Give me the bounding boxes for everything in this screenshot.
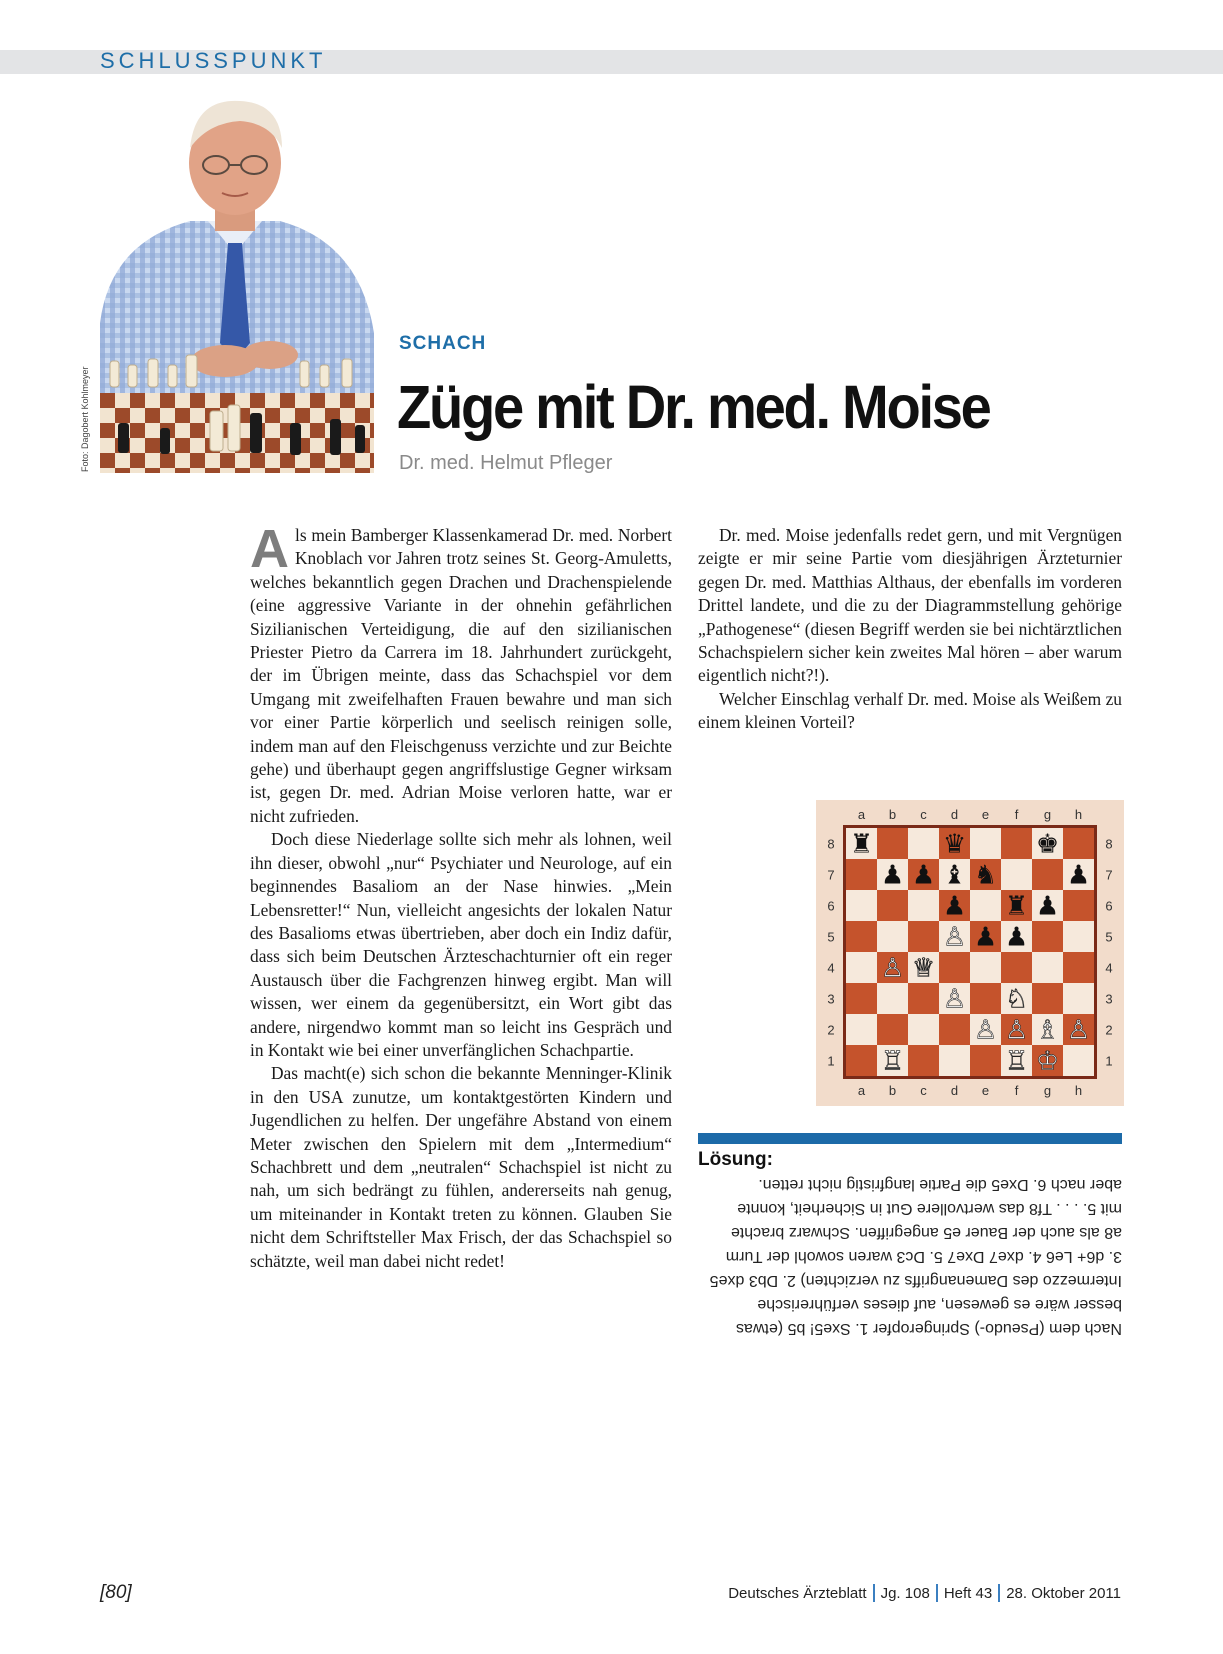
rank-label: 2 xyxy=(1105,1022,1113,1038)
article-kicker: SCHACH xyxy=(399,333,487,354)
board-square xyxy=(846,983,877,1014)
file-label: e xyxy=(981,1083,990,1098)
chess-piece: ♙ xyxy=(880,953,905,984)
board-square xyxy=(877,1014,908,1045)
paragraph-3: Das macht(e) sich schon die bekannte Menninger-Klinik in den USA zunutze, um kontaktgestörten Kindern und Jugendlichen zu helfen. Der ungefähre Abstand von einem Meter zwischen den Spielern mit dem „Intermedium“ Schachbrett und dem „neutralen“ Schachspiel ist nicht zu nah, um sich bedrängt zu fühlen, andererseits nah genug, um miteinander in Kontakt treten zu können. Glauben Sie nicht dem Schriftsteller Max Frisch, der das Schachspiel so schätzte, weil man dabei nicht redet! xyxy=(250,1063,672,1271)
chess-board xyxy=(816,800,1124,1106)
author-photo xyxy=(100,93,374,473)
board-square xyxy=(1032,921,1063,952)
board-square xyxy=(1001,952,1032,983)
board-square xyxy=(908,921,939,952)
board-square xyxy=(1063,1045,1094,1076)
article-title: Züge mit Dr. med. Moise xyxy=(397,373,990,441)
rank-label: 7 xyxy=(827,867,835,883)
article-column-left xyxy=(250,519,672,1273)
footer-journal xyxy=(728,1584,1121,1602)
rank-label: 6 xyxy=(1105,898,1113,914)
board-square xyxy=(1063,983,1094,1014)
board-square xyxy=(908,983,939,1014)
file-label: a xyxy=(857,1083,866,1098)
rank-label: 4 xyxy=(1105,960,1113,976)
solution-text-upside-down: Nach dem (Pseudo-) Springeropfer 1. Sxe5! b5 (etwas besser wäre es gewesen, auf dieses verführerische Intermezzo des Damenangriffs zu verzichten) 2. Db3 dxe5 3. d6+ Le6 4. dxe7 Dxe7 5. Dc3 waren sowohl der Turm a8 als auch der Bauer e5 angegriffen. Schwarz brachte mit 5. . . . Tf8 das wertvollere Gut in Sicherheit, konnte aber nach 6. Dxe5 die Partie langfristig nicht retten. xyxy=(709,1176,1122,1337)
article-column-right xyxy=(698,524,1122,735)
file-label: h xyxy=(1074,1083,1083,1098)
page-number: [80] xyxy=(100,1582,132,1603)
rank-label: 8 xyxy=(1105,836,1113,852)
chess-piece: ♙ xyxy=(1066,1015,1091,1046)
chess-piece: ♟ xyxy=(1035,891,1060,922)
chess-piece: ♙ xyxy=(942,922,967,953)
solution-divider xyxy=(698,1133,1122,1144)
chess-piece: ♗ xyxy=(1035,1015,1060,1046)
chess-piece: ♙ xyxy=(973,1015,998,1046)
chess-diagram xyxy=(816,800,1124,1106)
file-label: g xyxy=(1043,1083,1052,1098)
file-label: f xyxy=(1014,1083,1019,1098)
rank-label: 2 xyxy=(827,1022,835,1038)
chess-piece: ♟ xyxy=(1066,860,1091,891)
author-photo-illustration xyxy=(100,93,374,473)
rank-label: 5 xyxy=(827,929,835,945)
board-square xyxy=(846,1014,877,1045)
board-square xyxy=(1001,828,1032,859)
journal-volume: Jg. 108 xyxy=(880,1584,930,1602)
board-square xyxy=(1063,952,1094,983)
board-square xyxy=(908,890,939,921)
board-square xyxy=(1032,983,1063,1014)
file-label: a xyxy=(857,807,866,822)
rank-label: 8 xyxy=(827,836,835,852)
chess-piece: ♜ xyxy=(1004,891,1029,922)
chess-piece: ♕ xyxy=(911,953,936,984)
paragraph-4: Dr. med. Moise jedenfalls redet gern, und mit Vergnügen zeigte er mir seine Partie vom diesjährigen Ärzteturnier gegen Dr. med. Matthias Althaus, der ebenfalls im vorderen Drittel landete, und die zu der Diagrammstellung gehörige „Pathogenese“ (diesen Begriff werden sie bei nichtärztlichen Schachspielern sicher kein zweites Mal hören – aber warum eigentlich nicht?!). xyxy=(698,525,1122,686)
board-square xyxy=(846,921,877,952)
rank-label: 3 xyxy=(1105,991,1113,1007)
rank-label: 1 xyxy=(827,1053,835,1069)
section-label: SCHLUSSPUNKT xyxy=(100,48,327,73)
board-square xyxy=(877,828,908,859)
chess-piece: ♟ xyxy=(911,860,936,891)
board-square xyxy=(1032,859,1063,890)
board-square xyxy=(970,828,1001,859)
board-square xyxy=(877,890,908,921)
chess-piece: ♟ xyxy=(1004,922,1029,953)
board-square xyxy=(846,859,877,890)
solution-title: Lösung: xyxy=(698,1149,773,1170)
file-label: b xyxy=(888,807,897,822)
board-square xyxy=(1032,952,1063,983)
rank-label: 6 xyxy=(827,898,835,914)
dropcap: A xyxy=(250,519,289,579)
photo-credit: Foto: Dagobert Kohlmeyer xyxy=(80,366,90,472)
chess-piece: ♙ xyxy=(1004,1015,1029,1046)
board-square xyxy=(970,890,1001,921)
journal-date: 28. Oktober 2011 xyxy=(1006,1584,1121,1602)
chess-piece: ♖ xyxy=(1004,1046,1029,1077)
board-square xyxy=(846,1045,877,1076)
file-label: e xyxy=(981,807,990,822)
journal-name: Deutsches Ärzteblatt xyxy=(728,1584,867,1602)
rank-label: 3 xyxy=(827,991,835,1007)
board-square xyxy=(908,1045,939,1076)
chess-piece: ♖ xyxy=(880,1046,905,1077)
chess-piece: ♞ xyxy=(973,860,998,891)
file-label: b xyxy=(888,1083,897,1098)
chess-piece: ♟ xyxy=(880,860,905,891)
board-square xyxy=(846,952,877,983)
chess-piece: ♛ xyxy=(942,829,967,860)
file-label: h xyxy=(1074,807,1083,822)
board-square xyxy=(1063,921,1094,952)
board-square xyxy=(1001,859,1032,890)
chess-piece: ♜ xyxy=(849,829,874,860)
board-square xyxy=(877,921,908,952)
board-square xyxy=(908,1014,939,1045)
paragraph-1-text: ls mein Bamberger Klassenkamerad Dr. med. Norbert Knoblach vor Jahren trotz seines St. Georg-Amuletts, welches bekanntlich gegen Drachen und Drachenspielende (eine aggressive Variante in der ohnehin gefährlichen Sizilianischen Verteidigung, die auf den sizilianischen Priester Pietro da Carrera im 18. Jahrhundert zurückgeht, der im Übrigen meinte, dass das Schachspiel vor dem Umgang mit zweifelhaften Frauen bewahre und man sich vor einer Partie körperlich und seelisch reinigen solle, indem man auf den Fleischgenuss verzichte und zur Beichte gehe) und überhaupt gegen angriffslustige Gegner wirksam ist, gegen Dr. med. Adrian Moise verloren hatte, war er nicht zufrieden. xyxy=(250,525,672,826)
footer-separator xyxy=(873,1584,875,1602)
board-square xyxy=(939,952,970,983)
footer-separator xyxy=(998,1584,1000,1602)
file-label: f xyxy=(1014,807,1019,822)
file-label: g xyxy=(1043,807,1052,822)
board-square xyxy=(939,1014,970,1045)
board-square xyxy=(877,983,908,1014)
board-square xyxy=(1063,828,1094,859)
rank-label: 4 xyxy=(827,960,835,976)
file-label: c xyxy=(920,1083,927,1098)
chess-piece: ♟ xyxy=(973,922,998,953)
article-author: Dr. med. Helmut Pfleger xyxy=(399,452,613,474)
chess-piece: ♚ xyxy=(1035,829,1060,860)
board-square xyxy=(908,828,939,859)
board-square xyxy=(970,1045,1001,1076)
chess-piece: ♙ xyxy=(942,984,967,1015)
board-square xyxy=(939,1045,970,1076)
paragraph-5: Welcher Einschlag verhalf Dr. med. Moise als Weißem zu einem kleinen Vorteil? xyxy=(698,688,1122,733)
chess-piece: ♝ xyxy=(942,860,967,891)
board-square xyxy=(846,890,877,921)
board-square xyxy=(970,983,1001,1014)
chess-piece: ♟ xyxy=(942,891,967,922)
file-label: c xyxy=(920,807,927,822)
paragraph-2: Doch diese Niederlage sollte sich mehr als lohnen, weil ihn dieser, obwohl „nur“ Psychiater und Neurologe, auf ein beginnendes Basaliom an der Nase hinwies. „Mein Lebensretter!“ Nun, vielleicht angesichts der lokalen Natur des Basalioms etwas übertrieben, aber doch ein Indiz dafür, dass sich beim Deutschen Ärzteschachturnier oft ein reger Austausch über die Fachgrenzen hinweg ergibt. Man will wissen, wer einem da gegenübersitzt, ein Wort gibt das andere, nirgendwo kommt man so leicht ins Gespräch und in Kontakt wie bei einer unverfänglichen Schachpartie. xyxy=(250,829,672,1060)
paragraph-1 xyxy=(250,519,672,828)
board-square xyxy=(1063,890,1094,921)
journal-issue: Heft 43 xyxy=(943,1584,993,1602)
chess-piece: ♔ xyxy=(1035,1046,1060,1077)
chess-piece: ♘ xyxy=(1004,984,1029,1015)
file-label: d xyxy=(950,807,959,822)
rank-label: 5 xyxy=(1105,929,1113,945)
board-square xyxy=(970,952,1001,983)
file-label: d xyxy=(950,1083,959,1098)
rank-label: 7 xyxy=(1105,867,1113,883)
footer-separator xyxy=(936,1584,938,1602)
rank-label: 1 xyxy=(1105,1053,1113,1069)
